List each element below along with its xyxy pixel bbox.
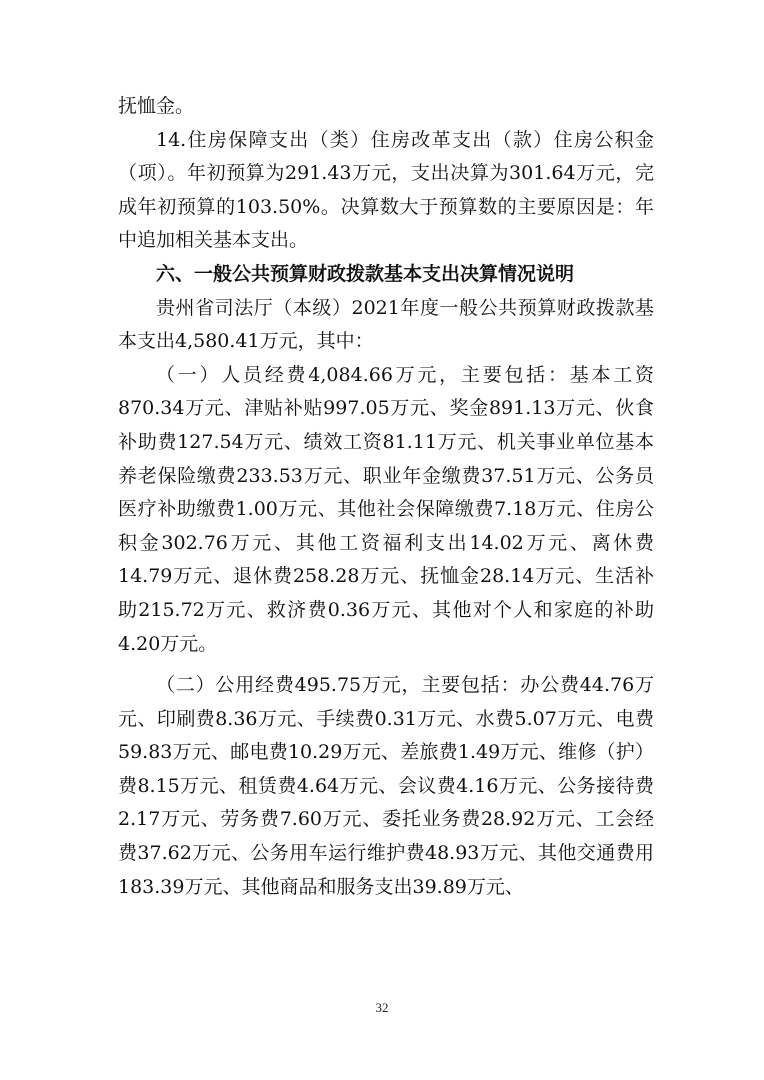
paragraph-public-expenses: （二）公用经费495.75万元，主要包括：办公费44.76万元、印刷费8.36万元、手续费0.31万元、水费5.07万元、电费59.83万元、邮电费10.29万元、差旅费1.49万元、维修（护）费8.15万元、租赁费4.64万元、会议费4.16万元、公务接待费2.17万元、劳务费7.60万元、委托业务费28.92万元、工会经费37.62万元、公务用车运行维护费48.93万元、其他交通费用183.39万元、其他商品和服务支出39.89万元、 bbox=[118, 674, 654, 898]
paragraph-housing-fund: 14.住房保障支出（类）住房改革支出（款）住房公积金（项）。年初预算为291.43万元，支出决算为301.64万元，完成年初预算的103.50%。决算数大于预算数的主要原因是：年中追加相关基本支出。 bbox=[118, 128, 654, 252]
paragraph-basic-expenditure: 贵州省司法厅（本级）2021年度一般公共预算财政拨款基本支出4,580.41万元，其中： bbox=[118, 296, 654, 353]
paragraph-continuation: 抚恤金。 bbox=[118, 95, 195, 117]
page-number: 32 bbox=[375, 1000, 389, 1015]
section-heading: 六、一般公共预算财政拨款基本支出决算情况说明 bbox=[156, 262, 575, 285]
document-body bbox=[118, 90, 654, 904]
paragraph-personnel-expenses: （一）人员经费4,084.66万元，主要包括：基本工资870.34万元、津贴补贴997.05万元、奖金891.13万元、伙食补助费127.54万元、绩效工资81.11万元、机关事业单位基本养老保险缴费233.53万元、职业年金缴费37.51万元、公务员医疗补助缴费1.00万元、其他社会保障缴费7.18万元、住房公积金302.76万元、其他工资福利支出14.02万元、离休费14.79万元、退休费258.28万元、抚恤金28.14万元、生活补助215.72万元、救济费0.36万元、其他对个人和家庭的补助4.20万元。 bbox=[118, 363, 654, 655]
